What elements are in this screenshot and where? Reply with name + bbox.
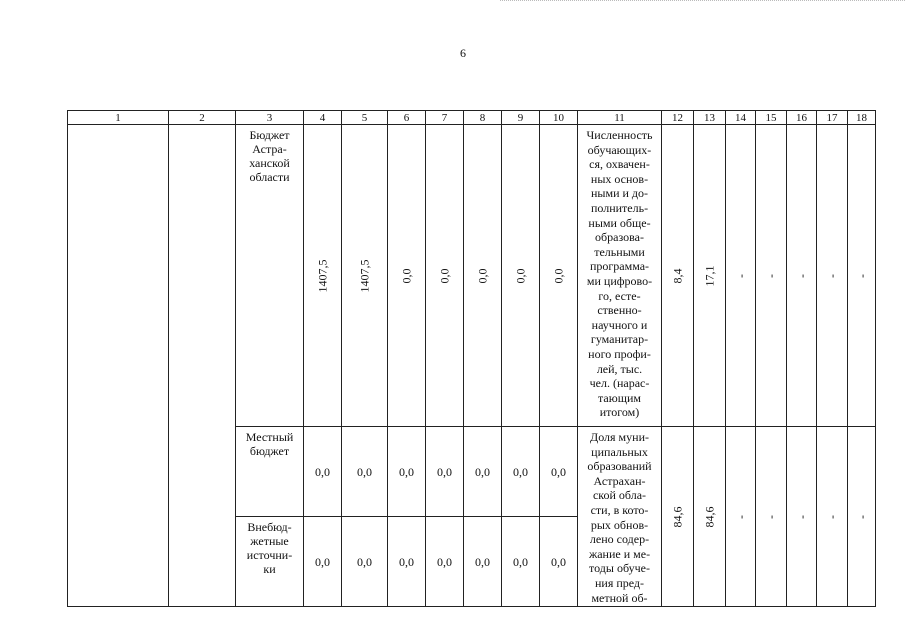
dash-mark: - [764,514,778,519]
dash-mark: - [764,273,778,278]
target-cell [848,427,876,607]
value-cell: 0,0 [388,517,426,607]
target-value: 84,6 [670,506,685,527]
value-cell [540,125,578,427]
value-text: 0,0 [475,268,490,283]
value-cell [304,125,342,427]
value-cell: 0,0 [304,517,342,607]
target-cell [662,125,694,427]
header-cell: 7 [426,111,464,125]
indicator-line: го, есте- [598,288,641,303]
indicator-line: тающим [598,390,641,405]
value-cell [502,125,540,427]
indicator-line: Астрахан- [593,473,646,488]
table-row [68,125,876,427]
col2-cell [169,125,236,607]
indicator-cell [578,125,662,427]
value-cell: 0,0 [464,427,502,517]
value-cell: 0,0 [426,517,464,607]
indicator-line: лей, тыс. [596,361,643,376]
header-cell: 11 [578,111,662,125]
value-cell [426,125,464,427]
indicator-line: ного профи- [588,346,651,361]
indicator-line: жание и ме- [588,546,651,561]
header-cell: 8 [464,111,502,125]
header-cell: 9 [502,111,540,125]
indicator-line: образований [587,459,652,474]
indicator-cell [578,427,662,607]
header-cell: 13 [694,111,726,125]
header-cell: 1 [68,111,169,125]
indicator-line: лено содер- [589,532,650,547]
col1-cell [68,125,169,607]
funding-source-cell [236,427,304,517]
value-text: 0,0 [513,268,528,283]
indicator-line: научного и [591,317,648,332]
target-value: 84,6 [702,506,717,527]
header-cell: 4 [304,111,342,125]
value-cell: 0,0 [502,517,540,607]
target-value: 8,4 [670,268,685,283]
scan-artifact-line [500,0,905,1]
dash-mark: - [794,273,809,278]
value-cell: 0,0 [502,427,540,517]
dash-mark: - [733,273,748,278]
header-cell: 5 [342,111,388,125]
target-cell [817,427,848,607]
value-text: 0,0 [437,268,452,283]
value-cell [464,125,502,427]
indicator-line: гуманитар- [590,332,649,347]
funding-source-line: источни- [246,548,293,562]
header-cell: 12 [662,111,694,125]
value-text: 0,0 [399,268,414,283]
funding-source-line: Внебюд- [247,520,292,534]
indicator-line: тоды обуче- [589,561,650,576]
dash-mark: - [794,514,809,519]
funding-source-cell [236,517,304,607]
indicator-line: обучающих- [587,142,652,157]
funding-source-line: Местный [245,430,294,444]
indicator-line: сти, в кото- [590,502,649,517]
page-number: 6 [460,46,466,60]
target-cell [756,427,787,607]
indicator-line: ными и до- [590,186,649,201]
header-cell: 18 [848,111,876,125]
indicator-line: ся, охвачен- [589,157,650,172]
value-cell: 0,0 [342,517,388,607]
indicator-line: ципальных [591,444,648,459]
funding-source-cell [236,125,304,427]
indicator-line: тельными [594,244,645,259]
header-cell: 14 [726,111,756,125]
value-cell: 0,0 [464,517,502,607]
indicator-line: ными обще- [588,215,651,230]
header-cell: 17 [817,111,848,125]
indicator-line: Численность [586,128,653,142]
indicator-line: ных основ- [590,171,649,186]
budget-table [67,110,876,607]
indicator-line: полнитель- [590,200,649,215]
indicator-line: ственно- [597,303,642,318]
value-cell: 0,0 [388,427,426,517]
indicator-line: метной об- [591,590,648,605]
header-cell: 16 [787,111,817,125]
budget-table-wrapper [67,110,876,607]
value-cell [342,125,388,427]
value-cell: 0,0 [304,427,342,517]
dash-mark: - [825,273,839,278]
dash-mark: - [854,514,869,519]
funding-source-line: Астра- [252,142,287,156]
target-cell [694,427,726,607]
value-text: 1407,5 [315,259,330,292]
target-cell [817,125,848,427]
indicator-line: чел. (нарас- [589,376,650,391]
indicator-line: рых обнов- [590,517,649,532]
header-row [68,111,876,125]
target-cell [756,125,787,427]
header-cell: 2 [169,111,236,125]
funding-source-line: ханской [249,156,290,170]
value-cell [388,125,426,427]
indicator-line: итогом) [599,405,640,420]
value-text: 0,0 [551,268,566,283]
value-cell: 0,0 [540,517,578,607]
indicator-line: ми цифрово- [586,273,653,288]
target-cell [787,427,817,607]
value-text: 1407,5 [357,259,372,292]
target-cell [787,125,817,427]
header-cell: 6 [388,111,426,125]
value-cell: 0,0 [342,427,388,517]
target-value: 17,1 [702,265,717,286]
funding-source-line: бюджет [249,444,290,458]
funding-source-line: Бюджет [249,128,290,142]
target-cell [694,125,726,427]
header-cell: 15 [756,111,787,125]
header-cell: 10 [540,111,578,125]
dash-mark: - [825,514,839,519]
target-cell [848,125,876,427]
dash-mark: - [854,273,869,278]
funding-source-line: жетные [250,534,289,548]
dash-mark: - [733,514,748,519]
funding-source-line: области [249,170,290,184]
header-cell: 3 [236,111,304,125]
target-cell [662,427,694,607]
indicator-line: ния пред- [594,575,645,590]
funding-source-line: ки [263,562,276,576]
value-cell: 0,0 [540,427,578,517]
indicator-line: ской обла- [592,488,647,503]
indicator-line: Доля муни- [590,430,649,444]
target-cell [726,125,756,427]
indicator-line: образова- [595,230,644,245]
indicator-line: программа- [589,259,650,274]
value-cell: 0,0 [426,427,464,517]
target-cell [726,427,756,607]
